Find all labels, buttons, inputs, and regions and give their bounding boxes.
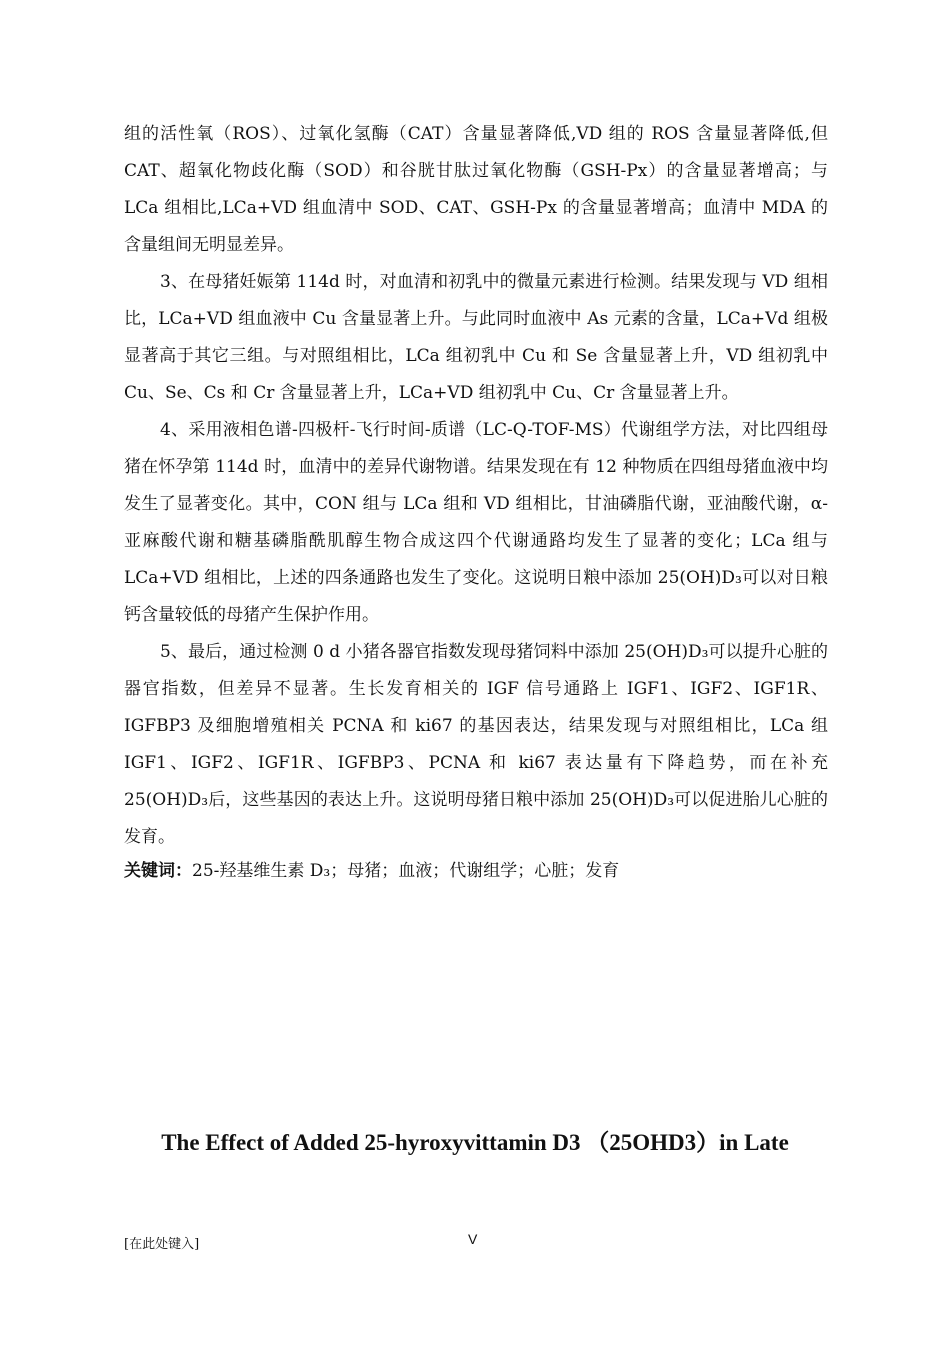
abstract-paragraph-continued: 组的活性氧（ROS）、过氧化氢酶（CAT）含量显著降低,VD 组的 ROS 含量显著降低,但 CAT、超氧化物歧化酶（SOD）和谷胱甘肽过氧化物酶（GSH-Px）的含量显著增高；与 LCa 组相比,LCa+VD 组血清中 SOD、CAT、GSH-Px 的含量显著增高；血清中 MDA 的含量组间无明显差异。 xyxy=(124,124,828,255)
page-number: V xyxy=(468,1231,478,1247)
abstract-paragraph-4: 4、采用液相色谱-四极杆-飞行时间-质谱（LC-Q-TOF-MS）代谢组学方法，对比四组母猪在怀孕第 114d 时，血清中的差异代谢物谱。结果发现在有 12 种物质在四组母猪血液中均发生了显著变化。其中，CON 组与 LCa 组和 VD 组相比，甘油磷脂代谢，亚油酸代谢，α-亚麻酸代谢和糖基磷脂酰肌醇生物合成这四个代谢通路均发生了显著的变化；LCa 组与 LCa+VD 组相比，上述的四条通路也发生了变化。这说明日粮中添加 25(OH)D₃可以对日粮钙含量较低的母猪产生保护作用。 xyxy=(124,420,828,625)
english-title: The Effect of Added 25-hyroxyvittamin D3 （25OHD3）in Late xyxy=(161,1130,789,1155)
abstract-body xyxy=(124,116,828,886)
footer-placeholder: [在此处键入] xyxy=(124,1237,200,1252)
abstract-paragraph-3: 3、在母猪妊娠第 114d 时，对血清和初乳中的微量元素进行检测。结果发现与 VD 组相比，LCa+VD 组血液中 Cu 含量显著上升。与此同时血液中 As 元素的含量，LCa+Vd 组极显著高于其它三组。与对照组相比，LCa 组初乳中 Cu 和 Se 含量显著上升，VD 组初乳中 Cu、Se、Cs 和 Cr 含量显著上升，LCa+VD 组初乳中 Cu、Cr 含量显著上升。 xyxy=(124,272,828,403)
abstract-paragraph-5: 5、最后，通过检测 0 d 小猪各器官指数发现母猪饲料中添加 25(OH)D₃可以提升心脏的器官指数，但差异不显著。生长发育相关的 IGF 信号通路上 IGF1、IGF2、IGF1R、IGFBP3 及细胞增殖相关 PCNA 和 ki67 的基因表达，结果发现与对照组相比，LCa 组 IGF1、IGF2、IGF1R、IGFBP3、PCNA 和 ki67 表达量有下降趋势，而在补充 25(OH)D₃后，这些基因的表达上升。这说明母猪日粮中添加 25(OH)D₃可以促进胎儿心脏的发育。 xyxy=(124,642,828,847)
keywords-text: 25-羟基维生素 D₃；母猪；血液；代谢组学；心脏；发育 xyxy=(192,861,620,881)
keywords-line xyxy=(124,856,828,886)
keywords-label: 关键词： xyxy=(124,861,192,881)
